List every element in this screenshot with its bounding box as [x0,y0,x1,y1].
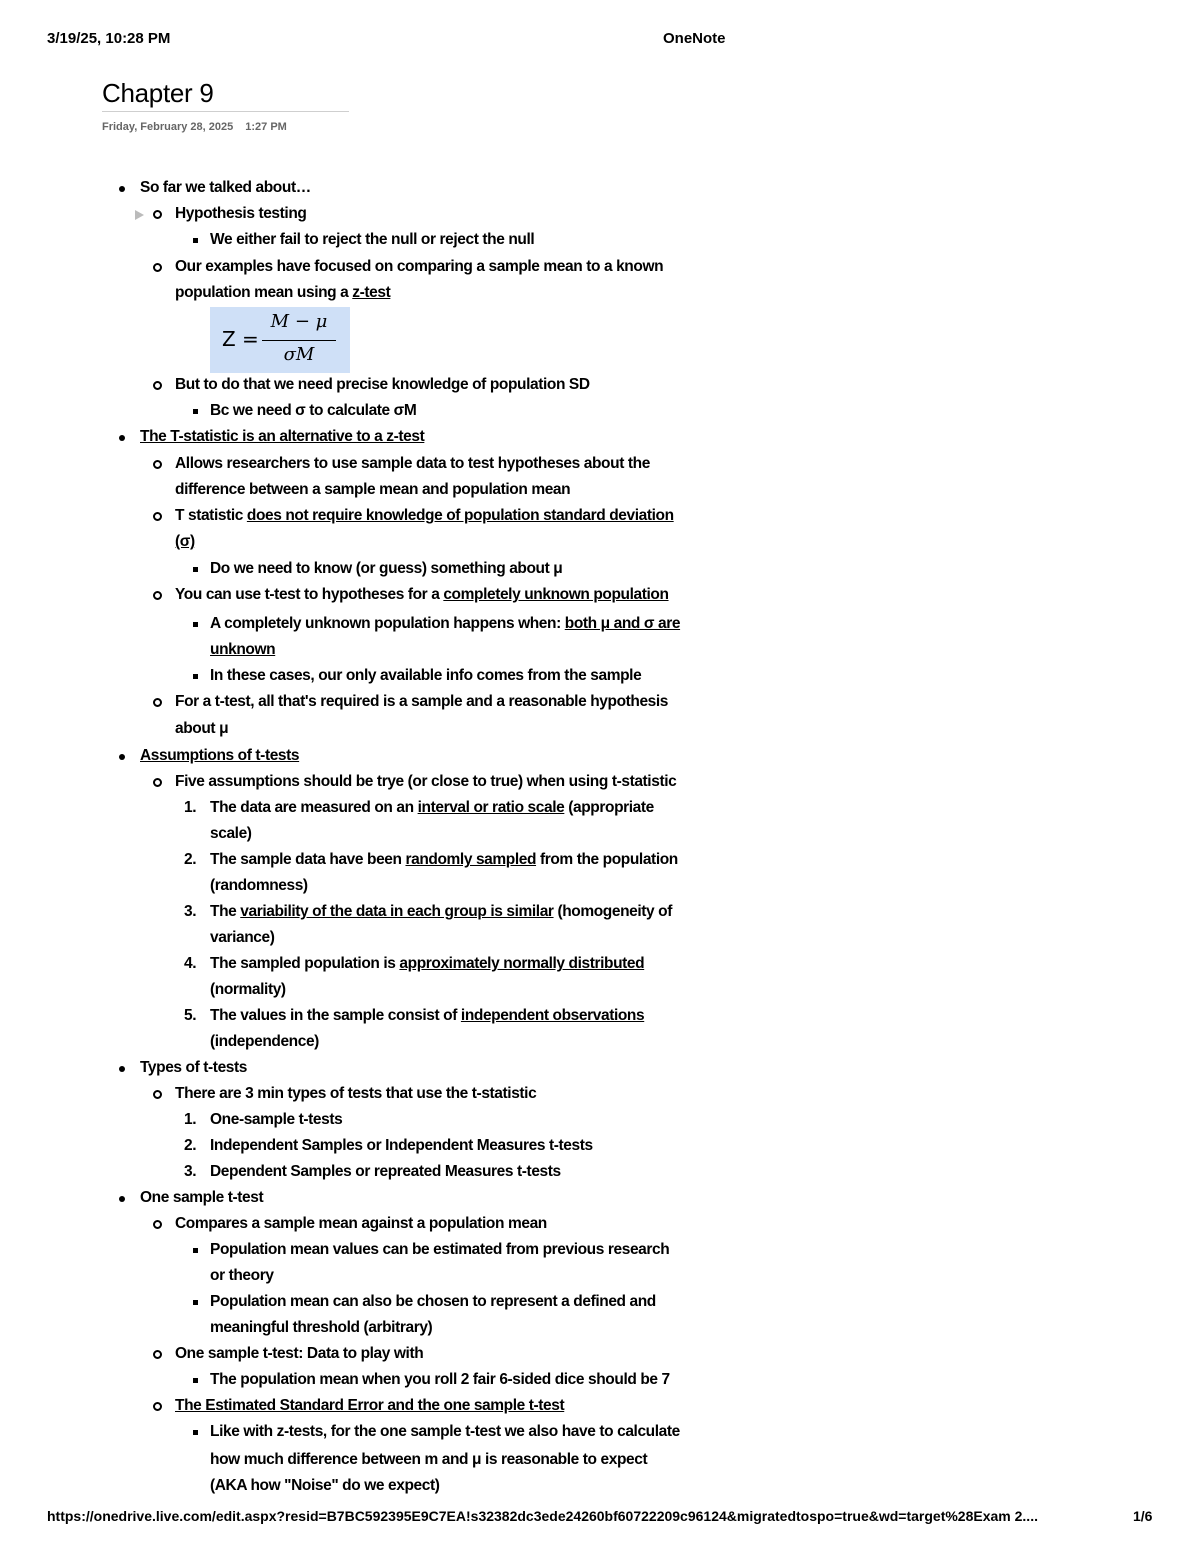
list-item-continued[interactable]: (σ) [175,533,195,550]
collapse-handle-icon[interactable] [135,210,144,220]
bullet-disc-icon [119,754,125,760]
list-item[interactable]: Assumptions of t-tests [0,744,1200,770]
bullet-disc-icon [119,186,125,192]
bullet-square-icon [193,1300,198,1305]
z-score-equation[interactable] [210,307,350,373]
bullet-circle-icon [153,1220,162,1229]
bullet-circle-icon [153,698,162,707]
list-item-continued[interactable]: scale) [210,825,252,842]
list-item[interactable]: So far we talked about… [0,176,1200,202]
list-item[interactable]: Allows researchers to use sample data to test hypotheses about the [0,452,1200,478]
list-item[interactable]: Hypothesis testing [0,202,1200,228]
bullet-square-icon [193,1430,198,1435]
bullet-circle-icon [153,778,162,787]
numbered-item[interactable]: 4. The sampled population is approximately normally distributed [184,955,645,972]
numbered-item[interactable]: 5. The values in the sample consist of independent observations [184,1007,645,1024]
bullet-square-icon [193,409,198,414]
page-title[interactable]: Chapter 9 [102,78,214,108]
numbered-item[interactable]: 1. One-sample t-tests [184,1111,343,1128]
list-item[interactable]: Population mean can also be chosen to represent a defined and [0,1290,1200,1316]
bullet-circle-icon [153,210,162,219]
bullet-square-icon [193,238,198,243]
bullet-disc-icon [119,435,125,441]
list-item-continued[interactable]: (randomness) [210,877,308,894]
list-item-continued[interactable]: about μ [175,720,229,737]
list-item-continued[interactable]: variance) [210,929,275,946]
list-item-continued[interactable]: population mean using a z-test [175,284,391,301]
bullet-circle-icon [153,263,162,272]
title-divider [102,111,349,112]
bullet-circle-icon [153,381,162,390]
bullet-square-icon [193,1248,198,1253]
list-item[interactable]: One sample t-test: Data to play with [0,1342,1200,1368]
list-number: 2. [184,1137,197,1154]
list-item-continued[interactable]: or theory [210,1267,274,1284]
list-item[interactable]: Five assumptions should be trye (or close to true) when using t-statistic [0,770,1200,796]
bullet-square-icon [193,622,198,627]
bullet-square-icon [193,1378,198,1383]
list-item[interactable]: Do we need to know (or guess) something about μ [0,557,1200,583]
list-number: 3. [184,1163,197,1180]
numbered-item[interactable]: 3. The variability of the data in each group is similar (homogeneity of [184,903,673,920]
bullet-circle-icon [153,512,162,521]
list-number: 1. [184,1111,197,1128]
list-number: 1. [184,799,197,816]
list-item[interactable]: You can use t-test to hypotheses for a completely unknown population [0,583,1200,609]
list-item[interactable]: Compares a sample mean against a population mean [0,1212,1200,1238]
equation-equals: = [242,327,259,351]
list-item[interactable]: A completely unknown population happens when: both μ and σ are [0,612,1200,638]
equation-lhs: Z [222,327,236,351]
list-item[interactable]: In these cases, our only available info comes from the sample [0,664,1200,690]
list-item-continued[interactable]: meaningful threshold (arbitrary) [210,1319,433,1336]
list-item[interactable]: Like with z-tests, for the one sample t-test we also have to calculate [0,1420,1200,1446]
bullet-circle-icon [153,460,162,469]
print-url: https://onedrive.live.com/edit.aspx?resid=B7BC592395E9C7EA!s32382dc3ede24260bf60722209c96124&migratedtospo=true&wd=target%28Exam 2.... [47,1508,1038,1524]
numbered-item[interactable]: 2. Independent Samples or Independent Measures t-tests [184,1137,593,1154]
list-item[interactable]: The population mean when you roll 2 fair 6-sided dice should be 7 [0,1368,1200,1394]
list-item-continued[interactable]: (normality) [210,981,286,998]
list-item[interactable]: For a t-test, all that's required is a sample and a reasonable hypothesis [0,690,1200,716]
page-meta [102,121,287,133]
bullet-circle-icon [153,1350,162,1359]
list-item[interactable]: But to do that we need precise knowledge of population SD [0,373,1200,399]
bullet-circle-icon [153,1090,162,1099]
list-item[interactable]: Our examples have focused on comparing a sample mean to a known [0,255,1200,281]
equation-numerator: M − μ [270,311,328,332]
list-item-continued[interactable]: how much difference between m and μ is reasonable to expect [210,1451,648,1468]
equation-denominator: σM [283,344,315,365]
numbered-item[interactable]: 2. The sample data have been randomly sampled from the population [184,851,678,868]
bullet-disc-icon [119,1196,125,1202]
numbered-item[interactable]: 3. Dependent Samples or repreated Measures t-tests [184,1163,561,1180]
list-item-continued[interactable]: unknown [210,641,276,658]
print-page-number: 1/6 [1133,1508,1153,1524]
list-number: 5. [184,1007,197,1024]
list-item[interactable]: The Estimated Standard Error and the one sample t-test [0,1394,1200,1420]
bullet-circle-icon [153,591,162,600]
list-number: 2. [184,851,197,868]
bullet-square-icon [193,567,198,572]
list-item[interactable]: Bc we need σ to calculate σM [0,399,1200,425]
list-item[interactable]: We either fail to reject the null or reject the null [0,228,1200,254]
list-item[interactable]: One sample t-test [0,1186,1200,1212]
page-date: Friday, February 28, 2025 [102,121,234,133]
fraction-bar [262,340,336,341]
print-datetime: 3/19/25, 10:28 PM [47,30,171,47]
list-item[interactable]: Population mean values can be estimated from previous research [0,1238,1200,1264]
list-item[interactable]: The T-statistic is an alternative to a z-test [0,425,1200,451]
list-item-continued[interactable]: (AKA how "Noise" do we expect) [210,1477,440,1494]
list-item[interactable]: There are 3 min types of tests that use the t-statistic [0,1082,1200,1108]
print-footer [0,1508,1200,1528]
numbered-item[interactable]: 1. The data are measured on an interval or ratio scale (appropriate [184,799,654,816]
list-item-continued[interactable]: difference between a sample mean and population mean [175,481,571,498]
list-item[interactable]: T statistic does not require knowledge of population standard deviation [0,504,1200,530]
bullet-disc-icon [119,1066,125,1072]
bullet-square-icon [193,674,198,679]
list-item[interactable]: Types of t-tests [0,1056,1200,1082]
list-item-continued[interactable]: (independence) [210,1033,319,1050]
bullet-circle-icon [153,1402,162,1411]
print-header [0,30,1200,50]
print-app-name: OneNote [663,30,726,47]
list-number: 3. [184,903,197,920]
page-time: 1:27 PM [245,121,287,133]
list-number: 4. [184,955,197,972]
